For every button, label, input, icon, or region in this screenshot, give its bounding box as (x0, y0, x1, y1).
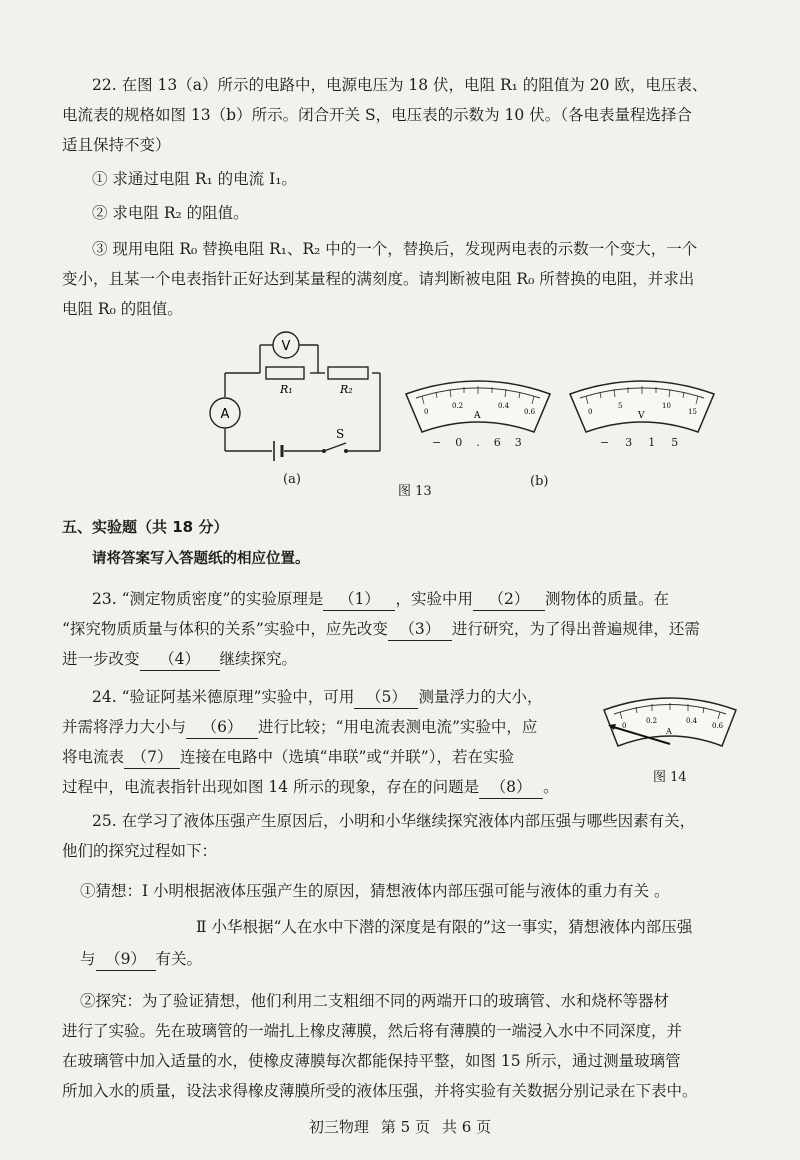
q22-sub2: ② 求电阻 R₂ 的阻值。 (92, 204, 249, 222)
ammeter-tick-0: 0 (424, 408, 429, 416)
q25-line2: 他们的探究过程如下： (62, 842, 218, 860)
fig14-tick-3: 0.6 (712, 722, 724, 730)
q23-line2 (62, 618, 700, 641)
ammeter-terminal-06: 0.6 (455, 436, 515, 449)
fig14-unit: A (666, 727, 672, 736)
fig14-tick-2: 0.4 (686, 717, 698, 725)
q23-text-a: 23. “测定物质密度”的实验原理是 (92, 590, 324, 608)
section-heading: 五、实验题（共 18 分） (62, 518, 229, 536)
circuit-diagram (200, 325, 400, 490)
q23-text-e: “探究物质质量与体积的关系”实验中，应先改变 (62, 620, 388, 638)
q25-line7: 进行了实验。先在玻璃管的一端扎上橡皮薄膜，然后将有薄膜的一端浸入水中不同深度，并 (62, 1022, 683, 1040)
voltmeter-terminal-neg: − (600, 436, 626, 449)
q24-line1 (92, 686, 542, 709)
switch-label: S (336, 427, 345, 441)
answer-blank-8: （8） (479, 776, 543, 799)
voltmeter-unit: V (638, 411, 645, 421)
q25-line3: ①猜想：Ⅰ 小明根据液体压强产生的原因，猜想液体内部压强可能与液体的重力有关 。 (80, 882, 670, 900)
figure-13a-caption: (a) (283, 472, 301, 487)
voltmeter-terminals (600, 436, 694, 449)
page-footer (0, 1116, 800, 1137)
voltmeter-tick-0: 0 (588, 408, 593, 416)
voltmeter-terminal-15: 15 (648, 436, 695, 449)
q24-line4 (62, 776, 559, 799)
ammeter-terminal-3: 3 (514, 436, 536, 449)
ammeter-unit: A (474, 411, 481, 421)
voltmeter-tick-1: 5 (618, 402, 623, 410)
answer-blank-3: （3） (388, 618, 452, 641)
figure-14-caption: 图 14 (653, 770, 687, 785)
q23-text-g: 进一步改变 (62, 650, 140, 668)
q24-text-f: 将电流表 (62, 748, 125, 766)
r1-label: R₁ (280, 383, 293, 396)
q23-text-f: 进行研究，为了得出普遍规律，还需 (451, 620, 700, 638)
figure-13-caption: 图 13 (398, 484, 432, 499)
q22-line1: 22. 在图 13（a）所示的电路中，电源电压为 18 伏，电阻 R₁ 的阻值为 20 欧，电压表、 (92, 76, 708, 94)
answer-blank-4: （4） (140, 648, 220, 671)
q25-text-b: 有关。 (155, 950, 203, 968)
q25-line4: Ⅱ 小华根据“人在水中下潜的深度是有限的”这一事实，猜想液体内部压强 (196, 918, 693, 936)
q25-line5 (80, 948, 202, 971)
ammeter-tick-3: 0.6 (524, 408, 536, 416)
answer-blank-2: （2） (473, 588, 545, 611)
footer-page: 第 5 页 (380, 1118, 430, 1136)
q22-line2: 电流表的规格如图 13（b）所示。闭合开关 S，电压表的示数为 10 伏。（各电表量程选择合 (62, 106, 692, 124)
voltmeter-terminal-3: 3 (625, 436, 649, 449)
ammeter-terminals (432, 436, 536, 449)
q24-text-c: 测量浮力的大小， (418, 688, 543, 706)
q25-line6: ②探究：为了验证猜想，他们利用二支粗细不同的两端开口的玻璃管、水和烧杯等器材 (80, 992, 670, 1010)
r2-label: R₂ (340, 383, 353, 396)
q24-text-a: 24. “验证阿基米德原理”实验中，可用 (92, 688, 355, 706)
voltmeter-tick-3: 15 (688, 408, 697, 416)
q24-text-e: 进行比较；“用电流表测电流”实验中，应 (258, 718, 538, 736)
q22-sub1: ① 求通过电阻 R₁ 的电流 I₁。 (92, 170, 297, 188)
q24-line3 (62, 746, 514, 769)
ammeter-tick-1: 0.2 (452, 402, 464, 410)
footer-total: 共 6 页 (442, 1118, 492, 1136)
answer-blank-6: （6） (186, 716, 258, 739)
q23-text-h: 继续探究。 (219, 650, 298, 668)
q23-text-c: ，实验中用 (395, 590, 473, 608)
q25-line8: 在玻璃管中加入适量的水，使橡皮薄膜每次都能保持平整，如图 15 所示，通过测量玻璃管 (62, 1052, 681, 1070)
q24-text-i: 。 (543, 778, 559, 796)
voltmeter-symbol: V (281, 339, 291, 354)
q23-text-d: 测物体的质量。在 (544, 590, 669, 608)
answer-blank-5: （5） (354, 686, 418, 709)
q24-text-g: 连接在电路中（选填“串联”或“并联”），若在实验 (180, 748, 514, 766)
answer-blank-7: （7） (124, 746, 180, 769)
q25-line1: 25. 在学习了液体压强产生原因后，小明和小华继续探究液体内部压强与哪些因素有关， (92, 812, 696, 830)
q24-line2 (62, 716, 537, 739)
figure-13b-caption: (b) (530, 474, 549, 489)
q24-text-h: 过程中，电流表指针出现如图 14 所示的现象，存在的问题是 (62, 778, 480, 796)
fig14-tick-0: 0 (622, 722, 627, 730)
section-instruction: 请将答案写入答题纸的相应位置。 (92, 551, 310, 567)
q22-sub3a: ③ 现用电阻 R₀ 替换电阻 R₁、R₂ 中的一个，替换后，发现两电表的示数一个变大，一个 (92, 240, 698, 258)
q22-line3: 适且保持不变） (62, 136, 171, 154)
ammeter-terminal-neg: − (432, 436, 456, 449)
voltmeter-tick-2: 10 (662, 402, 671, 410)
answer-blank-9: （9） (96, 948, 156, 971)
q22-sub3b: 变小，且某一个电表指针正好达到某量程的满刻度。请判断被电阻 R₀ 所替换的电阻，并求出 (62, 270, 695, 288)
q25-text-a: 与 (80, 950, 96, 968)
fig14-tick-1: 0.2 (646, 717, 658, 725)
q23-line1 (92, 588, 669, 611)
ammeter-symbol: A (220, 407, 230, 422)
footer-subject: 初三物理 (308, 1118, 369, 1136)
ammeter-tick-2: 0.4 (498, 402, 510, 410)
q22-sub3c: 电阻 R₀ 的阻值。 (62, 300, 183, 318)
q25-line9: 所加入水的质量，设法求得橡皮薄膜所受的液体压强，并将实验有关数据分别记录在下表中。 (62, 1082, 698, 1100)
ammeter-figure-14 (600, 692, 740, 762)
q24-text-d: 并需将浮力大小与 (62, 718, 187, 736)
answer-blank-1: （1） (323, 588, 395, 611)
q23-line3 (62, 648, 297, 671)
